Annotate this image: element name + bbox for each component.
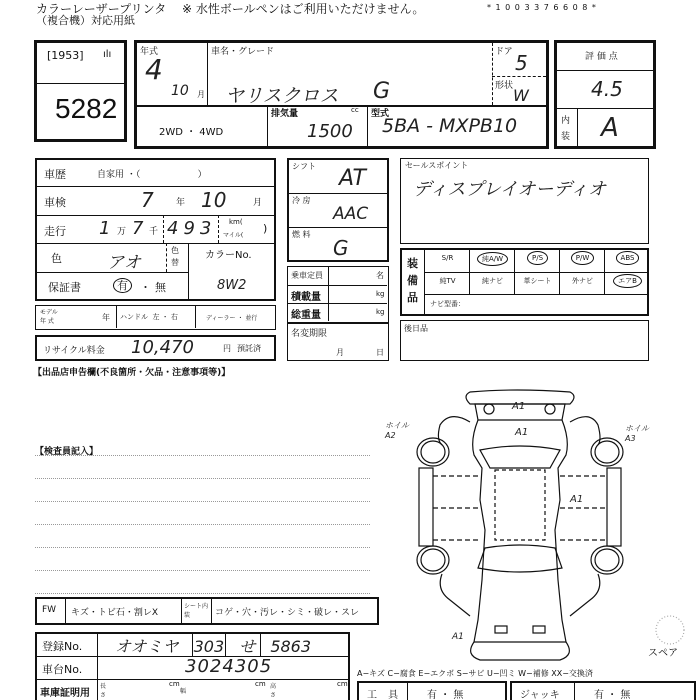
- recycle-label: リサイクル料金: [43, 346, 105, 356]
- mileage-sen: 7: [132, 218, 144, 239]
- recycle-row: [35, 335, 276, 361]
- spare-label: スペア: [648, 648, 678, 659]
- color-value: アオ: [107, 253, 141, 273]
- damage-mark-right-wheel: ホイル A3: [625, 424, 649, 443]
- damage-mark-hood: A1: [515, 427, 529, 438]
- garage-label: 車庫証明用: [40, 688, 90, 699]
- lot-mark: ılı: [103, 49, 112, 60]
- color-no-label: カラーNo.: [205, 250, 252, 261]
- score-label: 評 価 点: [585, 52, 618, 62]
- garage-cm-2: cm: [255, 680, 266, 688]
- name-change-month: 月: [336, 348, 344, 357]
- seller-notes-label: 【出品店申告欄(不良箇所・欠品・注意事項等)】: [33, 368, 231, 378]
- grade: G: [373, 79, 391, 104]
- equipment-box: [400, 248, 649, 316]
- fuel-label: 燃 料: [292, 230, 311, 239]
- model-year-unit: 年: [102, 313, 110, 322]
- warranty-label: 保証書: [48, 281, 81, 294]
- gross-unit: kg: [376, 308, 385, 316]
- mileage-sen-unit: 千: [149, 227, 159, 237]
- equipment-item[interactable]: ABS: [605, 254, 650, 262]
- note-line: [35, 547, 370, 548]
- equipment-item[interactable]: 純TV: [439, 277, 456, 285]
- sales-point-value: ディスプレイオーディオ: [413, 179, 606, 200]
- warranty-yes[interactable]: 有: [113, 277, 132, 293]
- equipment-item[interactable]: 純ナビ: [482, 277, 503, 285]
- jack-box: [510, 681, 696, 700]
- damage-mark-left-wheel: ホイル A2: [385, 421, 409, 440]
- cc-unit: cc: [351, 106, 359, 114]
- ac-value: AAC: [333, 204, 369, 224]
- year-value: 4: [145, 53, 163, 86]
- vehicle-box: [134, 40, 549, 149]
- drivetrain-box: [287, 158, 389, 262]
- recycle-value: 10,470: [131, 337, 194, 358]
- damage-mark-top: A1: [512, 401, 526, 412]
- registration-label: 登録No.: [42, 640, 83, 653]
- model-label: 型式: [371, 109, 390, 119]
- paper-note: （複合機）対応用紙: [36, 14, 135, 27]
- equipment-item[interactable]: S/R: [441, 254, 454, 262]
- detail-table: [35, 158, 276, 301]
- pen-warning: ※ 水性ボールペンはご利用いただけません。: [182, 2, 425, 16]
- recycle-unit: 円: [223, 344, 231, 353]
- color-change-2: 替: [171, 258, 179, 267]
- capacity-box: [287, 266, 389, 323]
- registration-value: オオミヤ 303 せ 5863: [115, 637, 312, 656]
- dealer-option[interactable]: ディーラー ・ 並行: [206, 315, 258, 322]
- chassis-label: 車台No.: [42, 663, 83, 676]
- equipment-item[interactable]: 外ナビ: [572, 277, 593, 285]
- damage-mark-right-side: A1: [570, 494, 584, 505]
- jack-label: ジャッキ: [520, 690, 560, 700]
- shape: W: [513, 86, 529, 105]
- fw-items: キズ・トビ石・割レX: [71, 608, 158, 618]
- model-code: 5BA - MXPB10: [382, 115, 518, 137]
- score-box: [554, 40, 656, 149]
- later-items-box: [400, 320, 649, 361]
- barcode-number: * 1 0 0 3 3 7 6 6 0 8 *: [487, 3, 597, 12]
- color-no: 8W2: [217, 278, 247, 293]
- printer-note: カラーレーザープリンタ: [36, 2, 167, 16]
- month-value: 10: [171, 83, 189, 99]
- passengers-unit: 名: [376, 271, 384, 280]
- car-name: ヤリスクロス: [225, 85, 339, 107]
- model-year-label-2: 年 式: [40, 318, 54, 325]
- mileage-label: 走行: [44, 225, 66, 238]
- tools-label: 工 具: [367, 690, 399, 700]
- displacement: 1500: [307, 121, 353, 142]
- mileage-man: 1: [99, 218, 111, 239]
- seat-label: シート内装: [184, 603, 209, 619]
- history-label: 車歴: [44, 168, 66, 181]
- interior-label-1: 内: [561, 116, 571, 126]
- lot-code: [1953]: [47, 49, 84, 62]
- later-items-label: 後日品: [404, 324, 428, 333]
- shift-label: シフト: [292, 162, 316, 171]
- tools-box: [357, 681, 507, 700]
- km-unit: km(: [229, 218, 243, 226]
- inspection-year-unit: 年: [176, 198, 186, 208]
- recycle-status: 預託済: [237, 344, 261, 353]
- chassis-value: 3024305: [185, 656, 273, 677]
- month-unit: 月: [197, 90, 205, 99]
- note-line: [35, 570, 370, 571]
- equipment-item[interactable]: P/W: [560, 254, 605, 262]
- equipment-item[interactable]: エアB: [605, 276, 650, 286]
- drive-type[interactable]: 2WD ・ 4WD: [159, 127, 224, 138]
- interior-label-2: 装: [561, 132, 571, 142]
- fuel-value: G: [333, 236, 349, 260]
- lot-number: 5282: [55, 93, 118, 124]
- history-value: 自家用 ・（ ）: [97, 170, 207, 180]
- jack-value[interactable]: 有 ・ 無: [594, 690, 631, 700]
- garage-length: 長さ: [100, 683, 107, 699]
- mileage-rest: 493: [167, 218, 217, 239]
- name-change-label: 名変期限: [291, 329, 328, 339]
- color-label: 色: [51, 252, 62, 265]
- garage-cm-1: cm: [169, 680, 180, 688]
- shape-label: 形状: [495, 81, 514, 91]
- name-label: 車名・グレード: [211, 47, 275, 57]
- handle-option[interactable]: ハンドル 左 ・ 右: [120, 313, 178, 321]
- registration-box: [35, 632, 350, 700]
- note-line: [35, 455, 370, 456]
- warranty-no[interactable]: 無: [155, 281, 166, 294]
- note-line: [35, 501, 370, 502]
- doors: 5: [515, 51, 528, 75]
- passengers-label: 乗車定員: [291, 271, 323, 280]
- garage-width: 幅: [180, 688, 187, 695]
- note-line: [35, 593, 370, 594]
- garage-height: 高さ: [270, 683, 277, 699]
- damage-mark-rear: A1: [452, 632, 464, 642]
- tools-value[interactable]: 有 ・ 無: [427, 690, 464, 700]
- inspection-year: 7: [141, 188, 154, 212]
- gross-label: 総重量: [291, 310, 321, 321]
- note-line: [35, 478, 370, 479]
- damage-legend: A−キズ C−腐食 E−エクボ S−サビ U−凹ミ W−補修 XX−交換済: [357, 669, 593, 678]
- equipment-item[interactable]: 純A/W: [470, 254, 515, 264]
- inspection-month-unit: 月: [253, 198, 263, 208]
- sales-point-label: セールスポイント: [405, 161, 469, 170]
- note-line: [35, 524, 370, 525]
- load-label: 積載量: [291, 292, 321, 303]
- equipment-item[interactable]: P/S: [515, 254, 560, 262]
- inspector-label: 【検査員記入】: [35, 447, 99, 457]
- equipment-item[interactable]: 革シート: [523, 277, 552, 285]
- interior-score: A: [601, 113, 619, 143]
- equipment-label: 装備品: [407, 257, 418, 304]
- mile-close: ): [263, 222, 268, 235]
- navi-model-label: ナビ型番：: [430, 300, 465, 308]
- load-unit: kg: [376, 290, 385, 298]
- ac-label: 冷 房: [292, 196, 311, 205]
- sales-point-box: [400, 158, 649, 244]
- name-change-box: [287, 323, 389, 361]
- name-change-day: 日: [376, 348, 384, 357]
- score-value: 4.5: [591, 77, 623, 101]
- displacement-label: 排気量: [271, 109, 299, 119]
- garage-cm-3: cm: [337, 680, 348, 688]
- model-year-label-1: モデル: [40, 309, 58, 316]
- fw-row: [35, 597, 379, 625]
- door-label: ドア: [495, 47, 513, 57]
- mile-unit: マイル(: [223, 232, 244, 239]
- color-change-1: 色: [171, 246, 179, 255]
- year-label: 年式: [140, 47, 159, 57]
- model-row: [35, 305, 276, 330]
- shift-value: AT: [339, 166, 366, 191]
- mileage-man-unit: 万: [117, 227, 127, 237]
- lot-box: [34, 40, 127, 142]
- fw-label: FW: [42, 605, 57, 615]
- warranty-sep: ・: [140, 281, 151, 294]
- inspection-label: 車検: [44, 196, 66, 209]
- inspection-month: 10: [201, 188, 227, 212]
- seat-items: コゲ・穴・汚レ・シミ・破レ・スレ: [215, 608, 360, 618]
